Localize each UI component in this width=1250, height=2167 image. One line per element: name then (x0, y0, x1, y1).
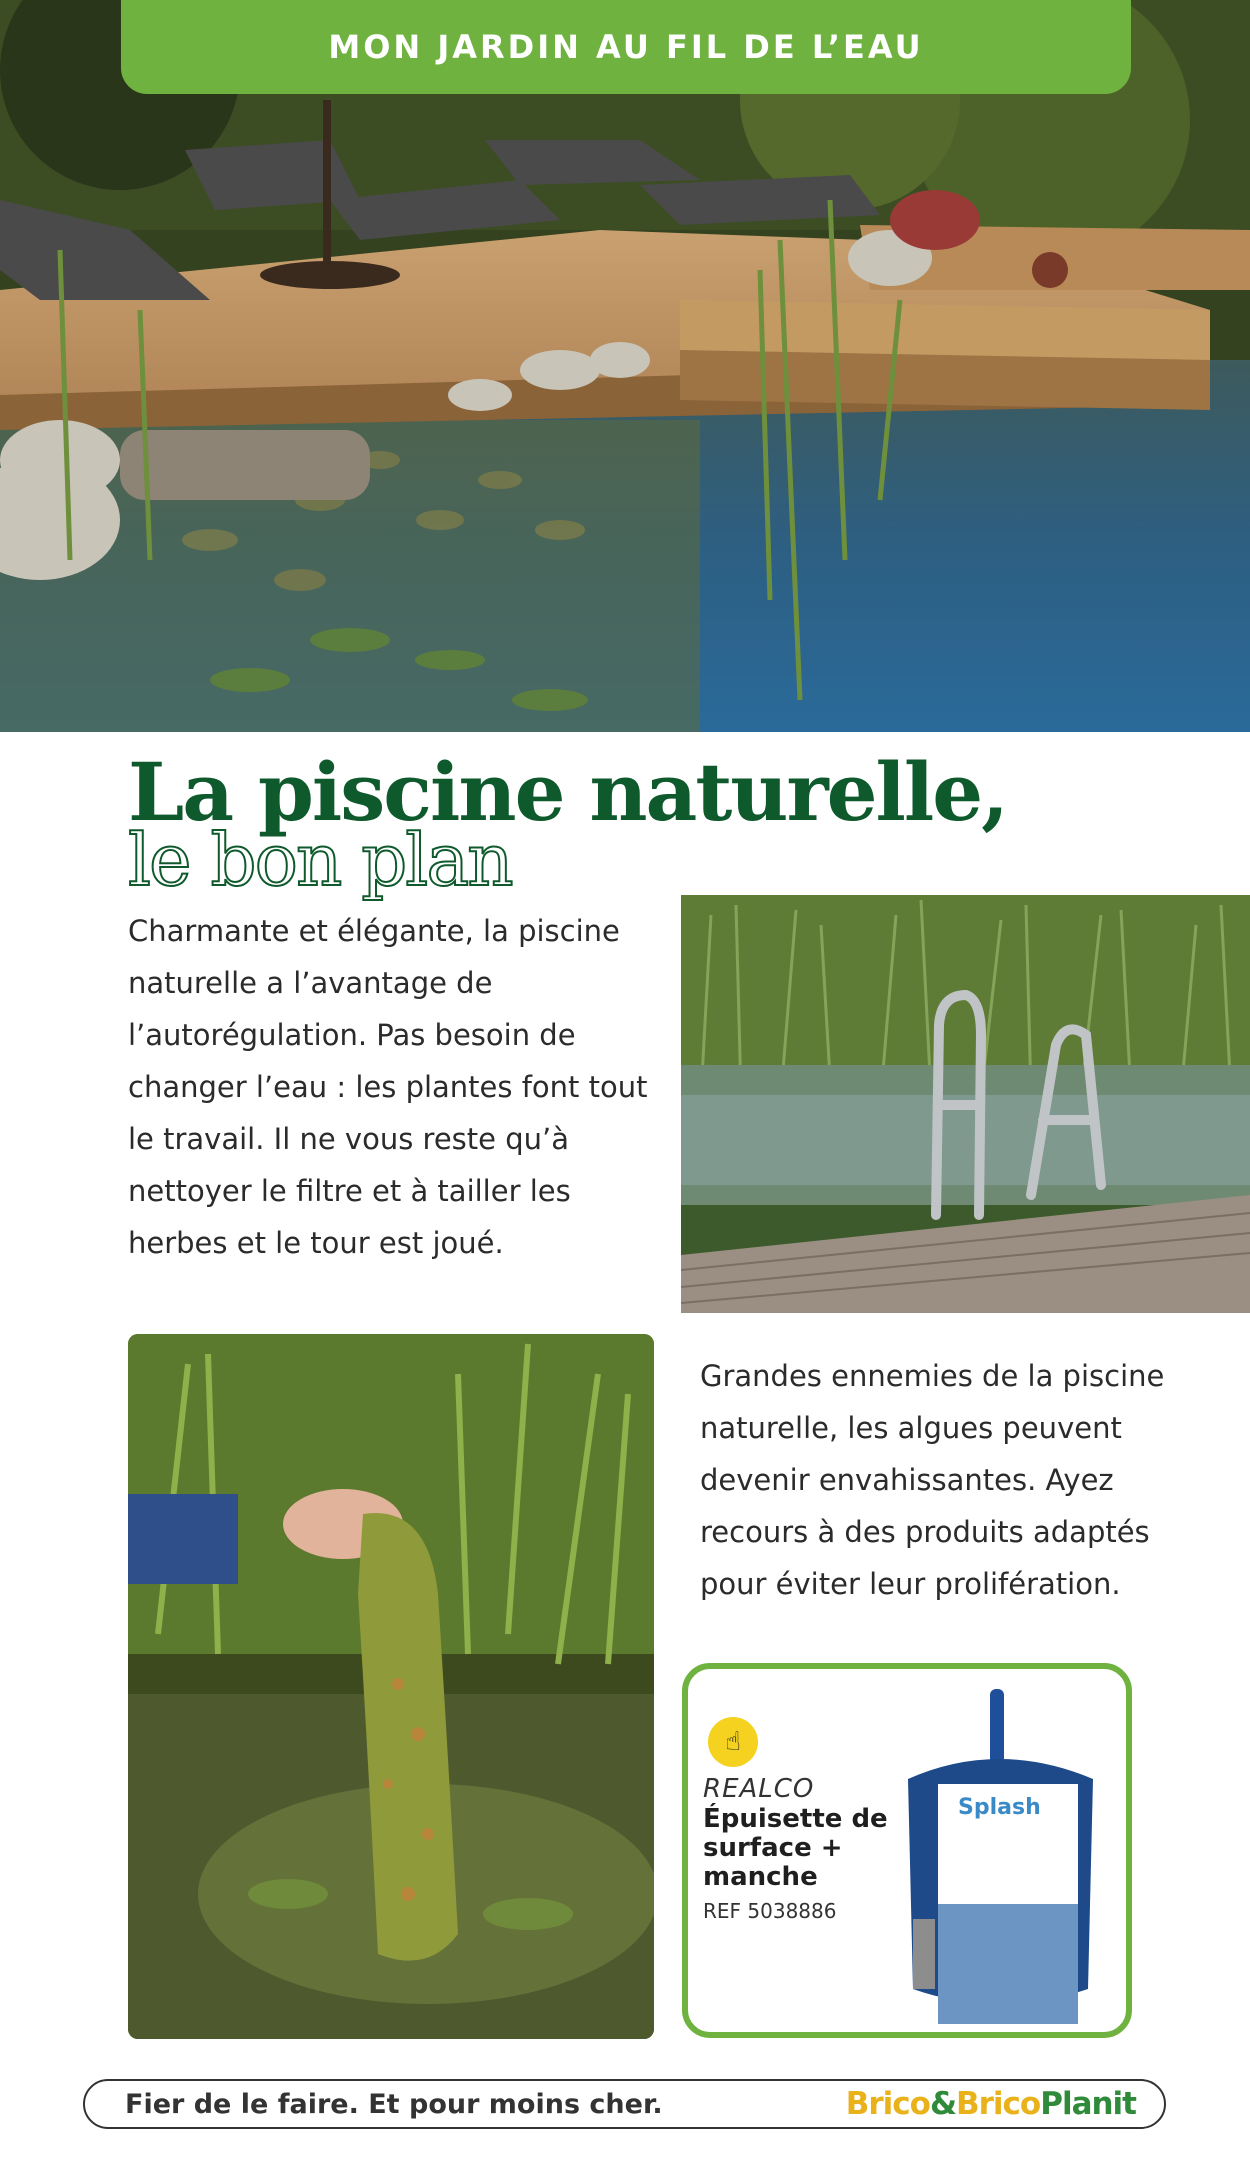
algae-removal-photo (128, 1334, 654, 2039)
algae-paragraph: Grandes ennemies de la piscine naturelle, les algues peuvent devenir envahissantes. Ayez recours à des produits adaptés pour éviter leur prolifération. (700, 1359, 1165, 1601)
logo-planit: Planit (1040, 2086, 1136, 2122)
algae-illustration (128, 1334, 654, 2039)
ladder-illustration (681, 895, 1250, 1313)
product-brand: REALCO (703, 1774, 815, 1804)
page-title: La piscine naturelle, (128, 745, 1008, 839)
skimmer-net-product-image (878, 1689, 1118, 2029)
product-name: Épuisette de surface + manche (703, 1804, 888, 1892)
product-reference: REF 5038886 (703, 1899, 837, 1923)
natural-pool-deck-illustration (0, 0, 1250, 732)
logo-ampersand: & (929, 2086, 956, 2122)
footer-slogan: Fier de le faire. Et pour moins cher. (125, 2088, 663, 2120)
brico-planit-logo[interactable] (846, 2086, 1136, 2122)
product-card[interactable] (682, 1663, 1132, 2038)
package-label: Splash (958, 1795, 1041, 1820)
logo-brico: Brico (845, 2086, 930, 2122)
intro-paragraph: Charmante et élégante, la piscine naturelle a l’avantage de l’autorégulation. Pas besoin de changer l’eau : les plantes font tout le travail. Il ne vous reste qu’à nettoyer le filtre et à tailler les herbes et le tour est joué. (128, 914, 648, 1260)
hand-pointer-icon: ☝ (708, 1717, 758, 1767)
section-banner: MON JARDIN AU FIL DE L’EAU (121, 0, 1131, 94)
pool-ladder-photo (681, 895, 1250, 1313)
footer-bar (83, 2079, 1166, 2129)
page-subtitle: le bon plan (128, 818, 512, 902)
logo-brico-2: Brico (956, 2086, 1041, 2122)
hero-photo (0, 0, 1250, 732)
